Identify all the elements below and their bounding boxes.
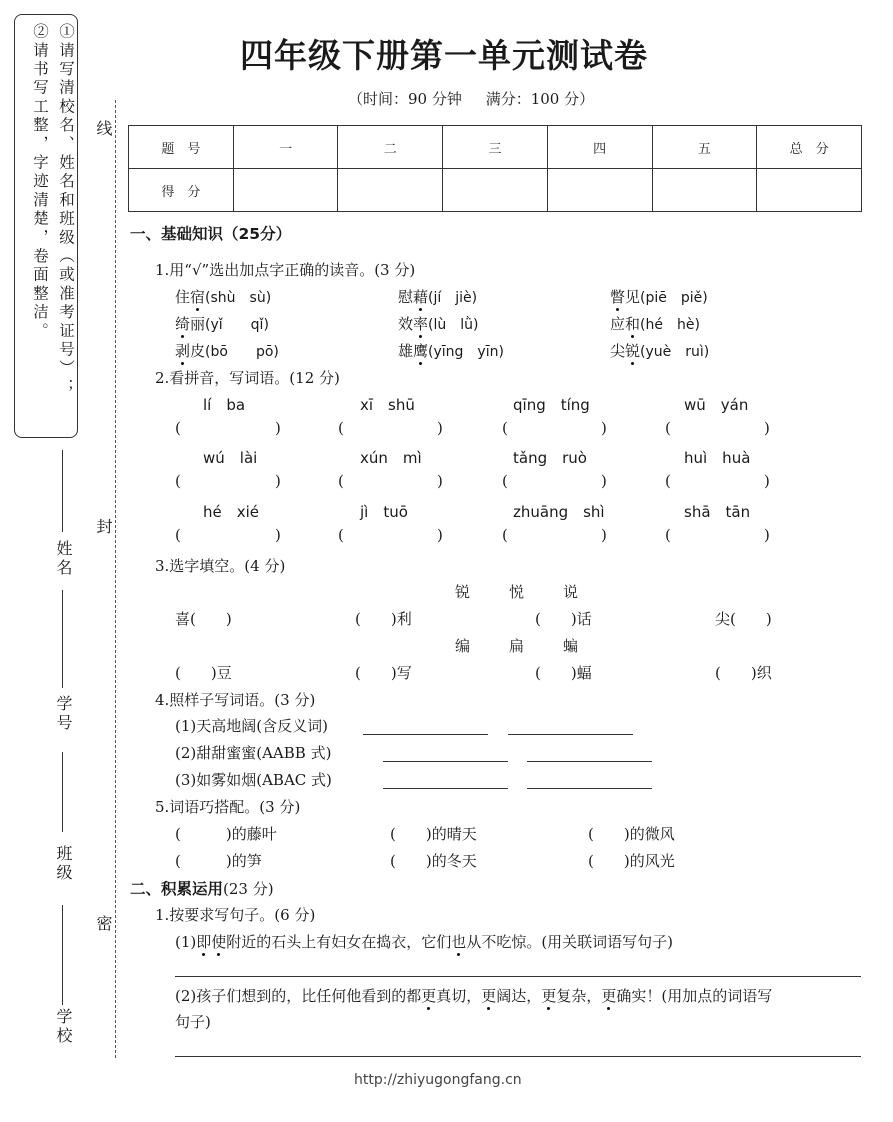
fill-item[interactable]: ( )利 — [355, 610, 412, 628]
seal-feng-mark: 封 — [94, 518, 113, 534]
dotted-char: 更 — [481, 987, 497, 1005]
answer-bracket-close[interactable]: ) — [764, 526, 770, 544]
score-table-header-row — [129, 126, 862, 169]
word-char: 绮 — [175, 315, 191, 333]
answer-bracket-open[interactable]: ( — [175, 419, 181, 437]
pinyin-options[interactable]: (lù lǜ) — [428, 317, 479, 333]
fill-item[interactable]: ( )的藤叶 — [175, 825, 277, 843]
answer-bracket-close[interactable]: ) — [275, 526, 281, 544]
pinyin-choice-item — [398, 340, 504, 361]
class-label: 班级 — [54, 845, 73, 883]
pinyin-options[interactable]: (yǐ qǐ) — [205, 317, 269, 333]
answer-bracket-open[interactable]: ( — [502, 526, 508, 544]
answer-bracket-open[interactable]: ( — [665, 526, 671, 544]
school-field[interactable] — [62, 905, 63, 1005]
notice-line-1: ①请写清校名、姓名和班级（或准考证号）； — [57, 23, 75, 397]
fill-item[interactable]: 喜( ) — [175, 610, 232, 628]
pinyin-word: zhuāng shì — [513, 503, 605, 521]
section-2-heading — [130, 877, 274, 899]
exam-info: （时间：90 分钟 满分：100 分） — [348, 90, 595, 108]
word-char: 应 — [610, 315, 626, 333]
answer-blank[interactable] — [363, 734, 488, 735]
choice-char: 扁 — [509, 637, 525, 655]
score-cell[interactable] — [757, 169, 862, 212]
fill-item[interactable]: ( )蝠 — [535, 664, 592, 682]
name-field[interactable] — [62, 450, 63, 532]
pinyin-word: huì huà — [684, 449, 751, 467]
answer-bracket-open[interactable]: ( — [502, 419, 508, 437]
id-label: 学号 — [54, 695, 73, 733]
answer-bracket-open[interactable]: ( — [665, 419, 671, 437]
pinyin-word: jì tuō — [360, 503, 408, 521]
pinyin-choice-item — [610, 313, 700, 334]
fill-item[interactable]: ( )的风光 — [588, 852, 675, 870]
q5-prompt: 5.词语巧搭配。(3 分) — [155, 798, 301, 816]
word-char: 皮 — [190, 342, 206, 360]
sentence-2-cont: 句子) — [175, 1013, 211, 1031]
pinyin-choice-item — [398, 286, 477, 307]
answer-bracket-close[interactable]: ) — [764, 472, 770, 490]
example-item: (3)如雾如烟(ABAC 式) — [175, 771, 332, 789]
pinyin-options[interactable]: (hé hè) — [640, 317, 700, 333]
dotted-char: 更 — [601, 987, 617, 1005]
table-cell: 得 分 — [129, 169, 234, 212]
pinyin-word: wú lài — [203, 449, 258, 467]
score-cell[interactable] — [652, 169, 757, 212]
sentence-2 — [175, 985, 772, 1006]
dotted-char: 更 — [541, 987, 557, 1005]
fill-item[interactable]: ( )写 — [355, 664, 412, 682]
s2-q1-prompt: 1.按要求写句子。(6 分) — [155, 906, 316, 924]
table-cell: 五 — [652, 126, 757, 169]
pinyin-options[interactable]: (jí jiè) — [428, 290, 478, 306]
fill-item[interactable]: 尖( ) — [715, 610, 772, 628]
answer-blank[interactable] — [383, 788, 508, 789]
pinyin-options[interactable]: (piē piě) — [640, 290, 708, 306]
q4-prompt: 4.照样子写词语。(3 分) — [155, 691, 316, 709]
page-title: 四年级下册第一单元测试卷 — [240, 36, 648, 75]
word-char: 锐 — [625, 342, 641, 360]
footer-url[interactable]: http://zhiyugongfang.cn — [354, 1072, 522, 1088]
cut-line — [115, 100, 116, 1058]
word-char: 宿 — [190, 288, 206, 306]
pinyin-choice-item — [175, 313, 269, 334]
word-char: 鹰 — [413, 342, 429, 360]
fill-item[interactable]: ( )的微风 — [588, 825, 675, 843]
pinyin-options[interactable]: (shù sù) — [205, 290, 272, 306]
dotted-char: 使 — [211, 933, 227, 951]
word-char: 住 — [175, 288, 191, 306]
sentence-text: 附近的石头上有妇女在捣衣，它们 — [226, 933, 452, 951]
score-table — [128, 125, 862, 212]
table-cell: 总 分 — [757, 126, 862, 169]
pinyin-choice-item — [610, 340, 709, 361]
pinyin-word: tǎng ruò — [513, 449, 587, 467]
fill-item[interactable]: ( )的晴天 — [390, 825, 477, 843]
word-char: 慰 — [398, 288, 414, 306]
answer-bracket-close[interactable]: ) — [437, 419, 443, 437]
word-char: 尖 — [610, 342, 626, 360]
sentence-text: (1) — [175, 933, 197, 951]
answer-bracket-close[interactable]: ) — [601, 419, 607, 437]
class-field[interactable] — [62, 752, 63, 832]
example-item: (1)天高地阔(含反义词) — [175, 717, 328, 735]
name-label: 姓名 — [54, 540, 73, 578]
pinyin-word: hé xié — [203, 503, 260, 521]
answer-bracket-close[interactable]: ) — [601, 526, 607, 544]
q2-prompt: 2.看拼音，写词语。(12 分) — [155, 369, 340, 387]
word-char: 藉 — [413, 288, 429, 306]
word-char: 瞥 — [610, 288, 626, 306]
answer-blank[interactable] — [383, 761, 508, 762]
notice-line-2: ②请书写工整，字迹清楚，卷面整洁。 — [31, 23, 49, 341]
example-item: (2)甜甜蜜蜜(AABB 式) — [175, 744, 332, 762]
score-cell[interactable] — [233, 169, 338, 212]
table-cell: 四 — [547, 126, 652, 169]
table-cell: 题 号 — [129, 126, 234, 169]
school-label: 学校 — [54, 1008, 73, 1046]
choice-char: 悦 — [509, 583, 525, 601]
section-2-heading-text: 二、积累运用 — [130, 880, 224, 898]
pinyin-word: xún mì — [360, 449, 422, 467]
table-cell: 二 — [338, 126, 443, 169]
q3-prompt: 3.选字填空。(4 分) — [155, 557, 286, 575]
sentence-text: 阔达， — [496, 987, 542, 1005]
pinyin-choice-item — [610, 286, 708, 307]
fill-item[interactable]: ( )话 — [535, 610, 592, 628]
score-table-score-row — [129, 169, 862, 212]
answer-bracket-close[interactable]: ) — [437, 526, 443, 544]
answer-bracket-close[interactable]: ) — [764, 419, 770, 437]
pinyin-choice-item — [175, 286, 271, 307]
q1-prompt: 1.用“√”选出加点字正确的读音。(3 分) — [155, 261, 416, 279]
answer-bracket-open[interactable]: ( — [338, 526, 344, 544]
answer-bracket-close[interactable]: ) — [275, 472, 281, 490]
pinyin-word: xī shū — [360, 396, 415, 414]
pinyin-choice-item — [175, 340, 279, 361]
sentence-1 — [175, 931, 673, 952]
score-cell[interactable] — [443, 169, 548, 212]
sentence-text: 复杂， — [556, 987, 602, 1005]
table-cell: 三 — [443, 126, 548, 169]
pinyin-word: shā tān — [684, 503, 751, 521]
score-cell[interactable] — [547, 169, 652, 212]
answer-line[interactable] — [175, 976, 861, 977]
answer-bracket-close[interactable]: ) — [601, 472, 607, 490]
answer-bracket-open[interactable]: ( — [665, 472, 671, 490]
word-char: 率 — [413, 315, 429, 333]
dotted-char: 即 — [196, 933, 212, 951]
answer-line[interactable] — [175, 1056, 861, 1057]
word-char: 剥 — [175, 342, 191, 360]
choice-char: 蝙 — [563, 637, 579, 655]
sentence-text: 确实！(用加点的词语写 — [616, 987, 773, 1005]
word-char: 丽 — [190, 315, 206, 333]
sentence-text: (2)孩子们想到的，比任何他看到的都 — [175, 987, 422, 1005]
seal-line-mark: 线 — [94, 120, 113, 136]
table-cell: 一 — [233, 126, 338, 169]
fill-item[interactable]: ( )织 — [715, 664, 772, 682]
answer-bracket-close[interactable]: ) — [275, 419, 281, 437]
answer-blank[interactable] — [527, 788, 652, 789]
pinyin-options[interactable]: (yīng yīn) — [428, 344, 504, 360]
word-char: 效 — [398, 315, 414, 333]
word-char: 和 — [625, 315, 641, 333]
fill-item[interactable]: ( )的冬天 — [390, 852, 477, 870]
answer-bracket-open[interactable]: ( — [338, 472, 344, 490]
score-cell[interactable] — [338, 169, 443, 212]
pinyin-options[interactable]: (yuè ruì) — [640, 344, 710, 360]
answer-blank[interactable] — [508, 734, 633, 735]
word-char: 见 — [625, 288, 641, 306]
answer-blank[interactable] — [527, 761, 652, 762]
answer-bracket-close[interactable]: ) — [437, 472, 443, 490]
choice-char: 编 — [455, 637, 471, 655]
sentence-text: 真切， — [436, 987, 482, 1005]
choice-char: 锐 — [455, 583, 471, 601]
pinyin-word: wū yán — [684, 396, 749, 414]
sentence-text: 从不吃惊。(用关联词语写句子) — [466, 933, 674, 951]
answer-bracket-open[interactable]: ( — [175, 526, 181, 544]
fill-item[interactable]: ( )的笋 — [175, 852, 262, 870]
seal-mi-mark: 密 — [94, 915, 113, 931]
answer-bracket-open[interactable]: ( — [502, 472, 508, 490]
answer-bracket-open[interactable]: ( — [175, 472, 181, 490]
pinyin-choice-item — [398, 313, 478, 334]
section-2-score: (23 分) — [223, 880, 274, 898]
pinyin-word: lí ba — [203, 396, 246, 414]
notice-box — [14, 14, 78, 438]
answer-bracket-open[interactable]: ( — [338, 419, 344, 437]
id-field[interactable] — [62, 590, 63, 688]
fill-item[interactable]: ( )豆 — [175, 664, 232, 682]
section-1-heading: 一、基础知识（25分） — [130, 225, 292, 243]
choice-char: 说 — [563, 583, 579, 601]
pinyin-options[interactable]: (bō pō) — [205, 344, 279, 360]
dotted-char: 更 — [421, 987, 437, 1005]
word-char: 雄 — [398, 342, 414, 360]
pinyin-word: qīng tíng — [513, 396, 590, 414]
dotted-char: 也 — [451, 933, 467, 951]
